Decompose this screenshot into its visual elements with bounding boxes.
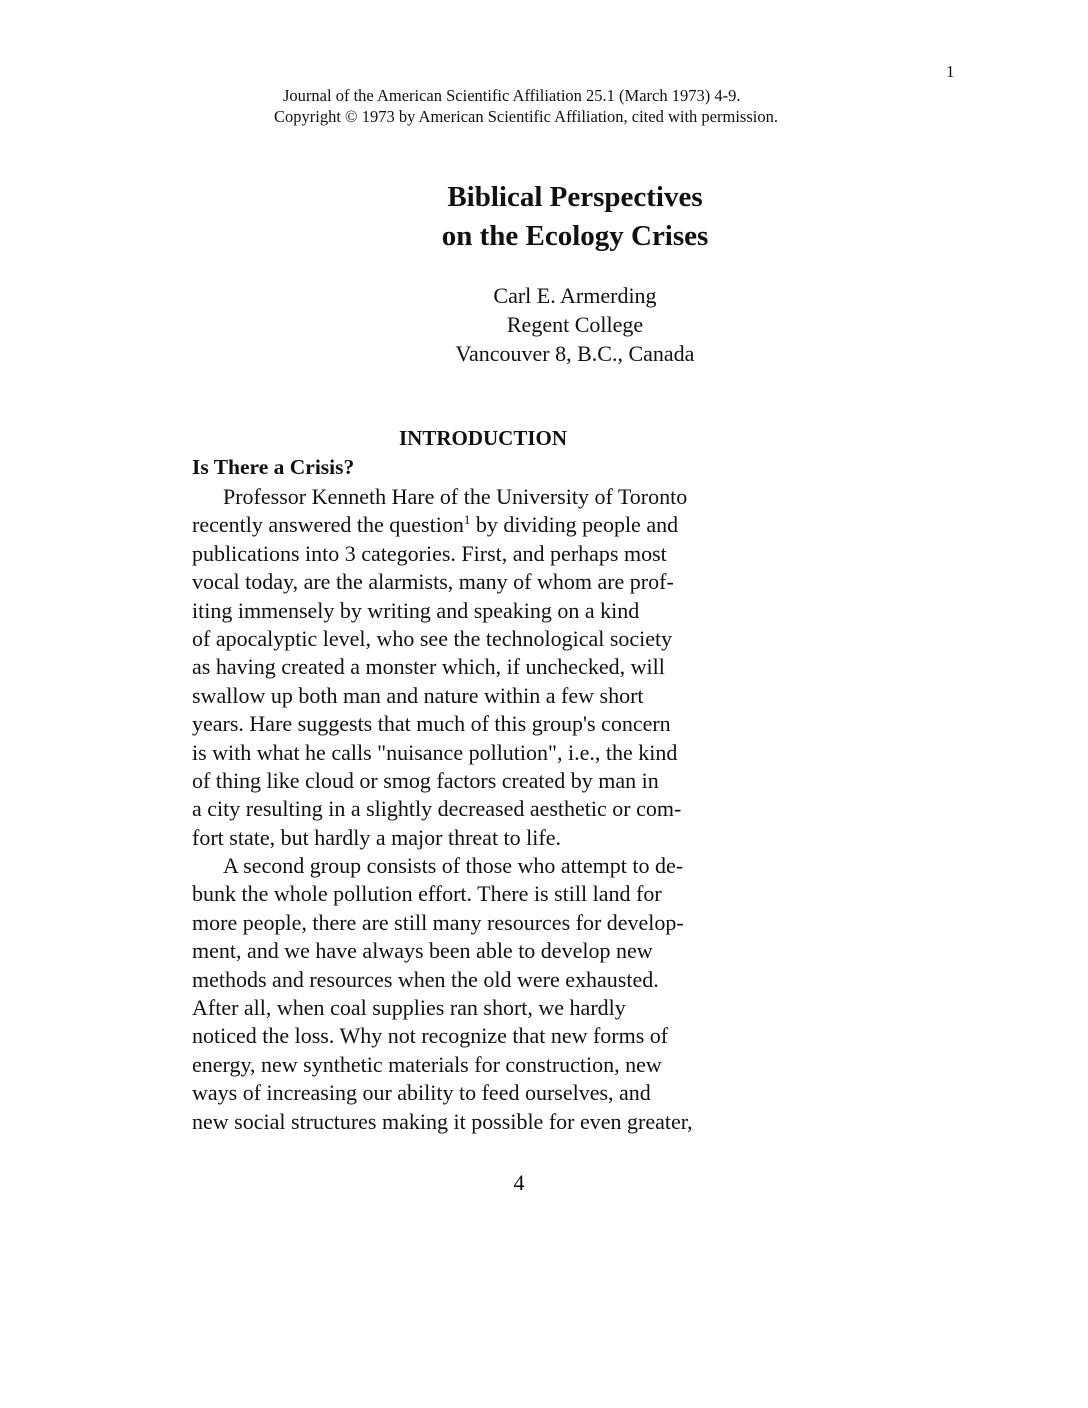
text-line: ways of increasing our ability to feed ourselves, and	[192, 1080, 651, 1106]
text-line: is with what he calls "nuisance pollution", i.e., the kind	[192, 739, 678, 765]
section-heading: INTRODUCTION	[398, 426, 568, 450]
text-line: a city resulting in a slightly decreased aesthetic or com-	[192, 796, 682, 822]
copyright-line: Copyright © 1973 by American Scientific Affiliation, cited with permission.	[274, 107, 778, 126]
text-line: iting immensely by writing and speaking on a kind	[192, 597, 640, 623]
subsection-heading: Is There a Crisis?	[192, 455, 355, 479]
author-name: Carl E. Armerding	[493, 283, 657, 308]
text-line: bunk the whole pollution effort. There is still land for	[192, 881, 662, 907]
text-line: methods and resources when the old were exhausted.	[192, 966, 659, 992]
text-line: as having created a monster which, if unchecked, will	[192, 654, 665, 680]
title-line-2: on the Ecology Crises	[441, 220, 709, 252]
body-text	[192, 483, 792, 1136]
text-fragment: by dividing people and	[470, 512, 679, 538]
text-line: years. Hare suggests that much of this group's concern	[192, 711, 671, 737]
pdf-page-number: 1	[946, 62, 955, 81]
text-line: After all, when coal supplies ran short, we hardly	[192, 995, 626, 1021]
text-line	[192, 511, 792, 539]
author-block	[405, 281, 745, 368]
author-location: Vancouver 8, B.C., Canada	[455, 341, 695, 366]
author-institution: Regent College	[506, 312, 644, 337]
text-line: swallow up both man and nature within a few short	[192, 682, 644, 708]
text-line: of apocalyptic level, who see the technological society	[192, 625, 673, 651]
text-line: energy, new synthetic materials for construction, new	[192, 1051, 662, 1077]
text-line: Professor Kenneth Hare of the University of Toronto	[223, 484, 688, 509]
text-line: of thing like cloud or smog factors created by man in	[192, 767, 659, 793]
text-line: ment, and we have always been able to develop new	[192, 938, 653, 964]
footnote-reference[interactable]: 1	[463, 512, 471, 528]
text-line: more people, there are still many resources for develop-	[192, 909, 684, 935]
citation-line: Journal of the American Scientific Affiliation 25.1 (March 1973) 4-9.	[283, 86, 741, 105]
text-line: fort state, but hardly a major threat to life.	[192, 824, 561, 850]
text-line: noticed the loss. Why not recognize that new forms of	[192, 1023, 669, 1049]
text-line: publications into 3 categories. First, and perhaps most	[192, 540, 667, 566]
title-line-1: Biblical Perspectives	[447, 181, 703, 213]
text-line: vocal today, are the alarmists, many of whom are prof-	[192, 569, 674, 595]
journal-page-number: 4	[513, 1170, 525, 1195]
article-title	[360, 178, 790, 256]
text-line: new social structures making it possible for even greater,	[192, 1108, 693, 1134]
text-fragment: recently answered the question	[192, 512, 464, 538]
text-line: A second group consists of those who attempt to de-	[223, 853, 684, 879]
